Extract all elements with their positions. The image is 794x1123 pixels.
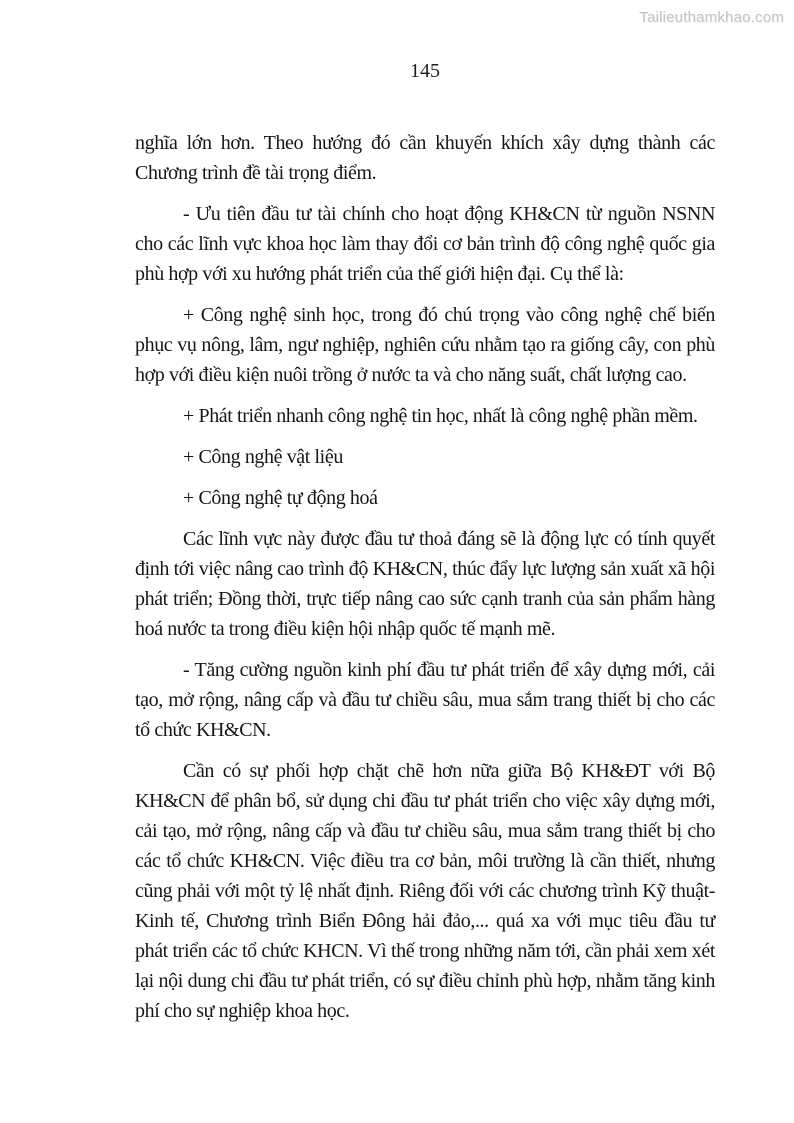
page-number: 145	[410, 60, 440, 82]
document-body	[135, 128, 715, 1037]
paragraph: + Công nghệ vật liệu	[183, 446, 343, 468]
paragraph: Cần có sự phối hợp chặt chẽ hơn nữa giữa Bộ KH&ĐT với Bộ KH&CN để phân bổ, sử dụng chi đầu tư phát triển cho việc xây dựng mới, cải tạo, mở rộng, nâng cấp và đầu tư chiều sâu, mua sắm trang thiết bị cho các tổ chức KH&CN. Việc điều tra cơ bản, môi trường là cần thiết, nhưng cũng phải với một tỷ lệ nhất định. Riêng đối với các chương trình Kỹ thuật- Kinh tế, Chương trình Biển Đông hải đảo,... quá xa với mục tiêu đầu tư phát triển các tổ chức KHCN. Vì thế trong những năm tới, cần phải xem xét lại nội dung chi đầu tư phát triển, có sự điều chỉnh phù hợp, nhằm tăng kinh phí cho sự nghiệp khoa học.	[135, 760, 715, 1022]
paragraph: - Tăng cường nguồn kinh phí đầu tư phát triển để xây dựng mới, cải tạo, mở rộng, nâng cấp và đầu tư chiều sâu, mua sắm trang thiết bị cho các tổ chức KH&CN.	[135, 659, 715, 741]
paragraph: nghĩa lớn hơn. Theo hướng đó cần khuyến khích xây dựng thành các Chương trình đề tài trọng điểm.	[135, 132, 715, 184]
watermark: Tailieuthamkhao.com	[639, 9, 784, 26]
paragraph: + Công nghệ sinh học, trong đó chú trọng vào công nghệ chế biến phục vụ nông, lâm, ngư nghiệp, nghiên cứu nhằm tạo ra giống cây, con phù hợp với điều kiện nuôi trồng ở nước ta và cho năng suất, chất lượng cao.	[135, 304, 715, 386]
paragraph: Các lĩnh vực này được đầu tư thoả đáng sẽ là động lực có tính quyết định tới việc nâng cao trình độ KH&CN, thúc đẩy lực lượng sản xuất xã hội phát triển; Đồng thời, trực tiếp nâng cao sức cạnh tranh của sản phẩm hàng hoá nước ta trong điều kiện hội nhập quốc tế mạnh mẽ.	[135, 528, 715, 640]
paragraph: + Công nghệ tự động hoá	[183, 487, 378, 509]
paragraph: - Ưu tiên đầu tư tài chính cho hoạt động KH&CN từ nguồn NSNN cho các lĩnh vực khoa học làm thay đổi cơ bản trình độ công nghệ quốc gia phù hợp với xu hướng phát triển của thế giới hiện đại. Cụ thể là:	[135, 203, 715, 285]
paragraph: + Phát triển nhanh công nghệ tin học, nhất là công nghệ phần mềm.	[183, 405, 698, 427]
